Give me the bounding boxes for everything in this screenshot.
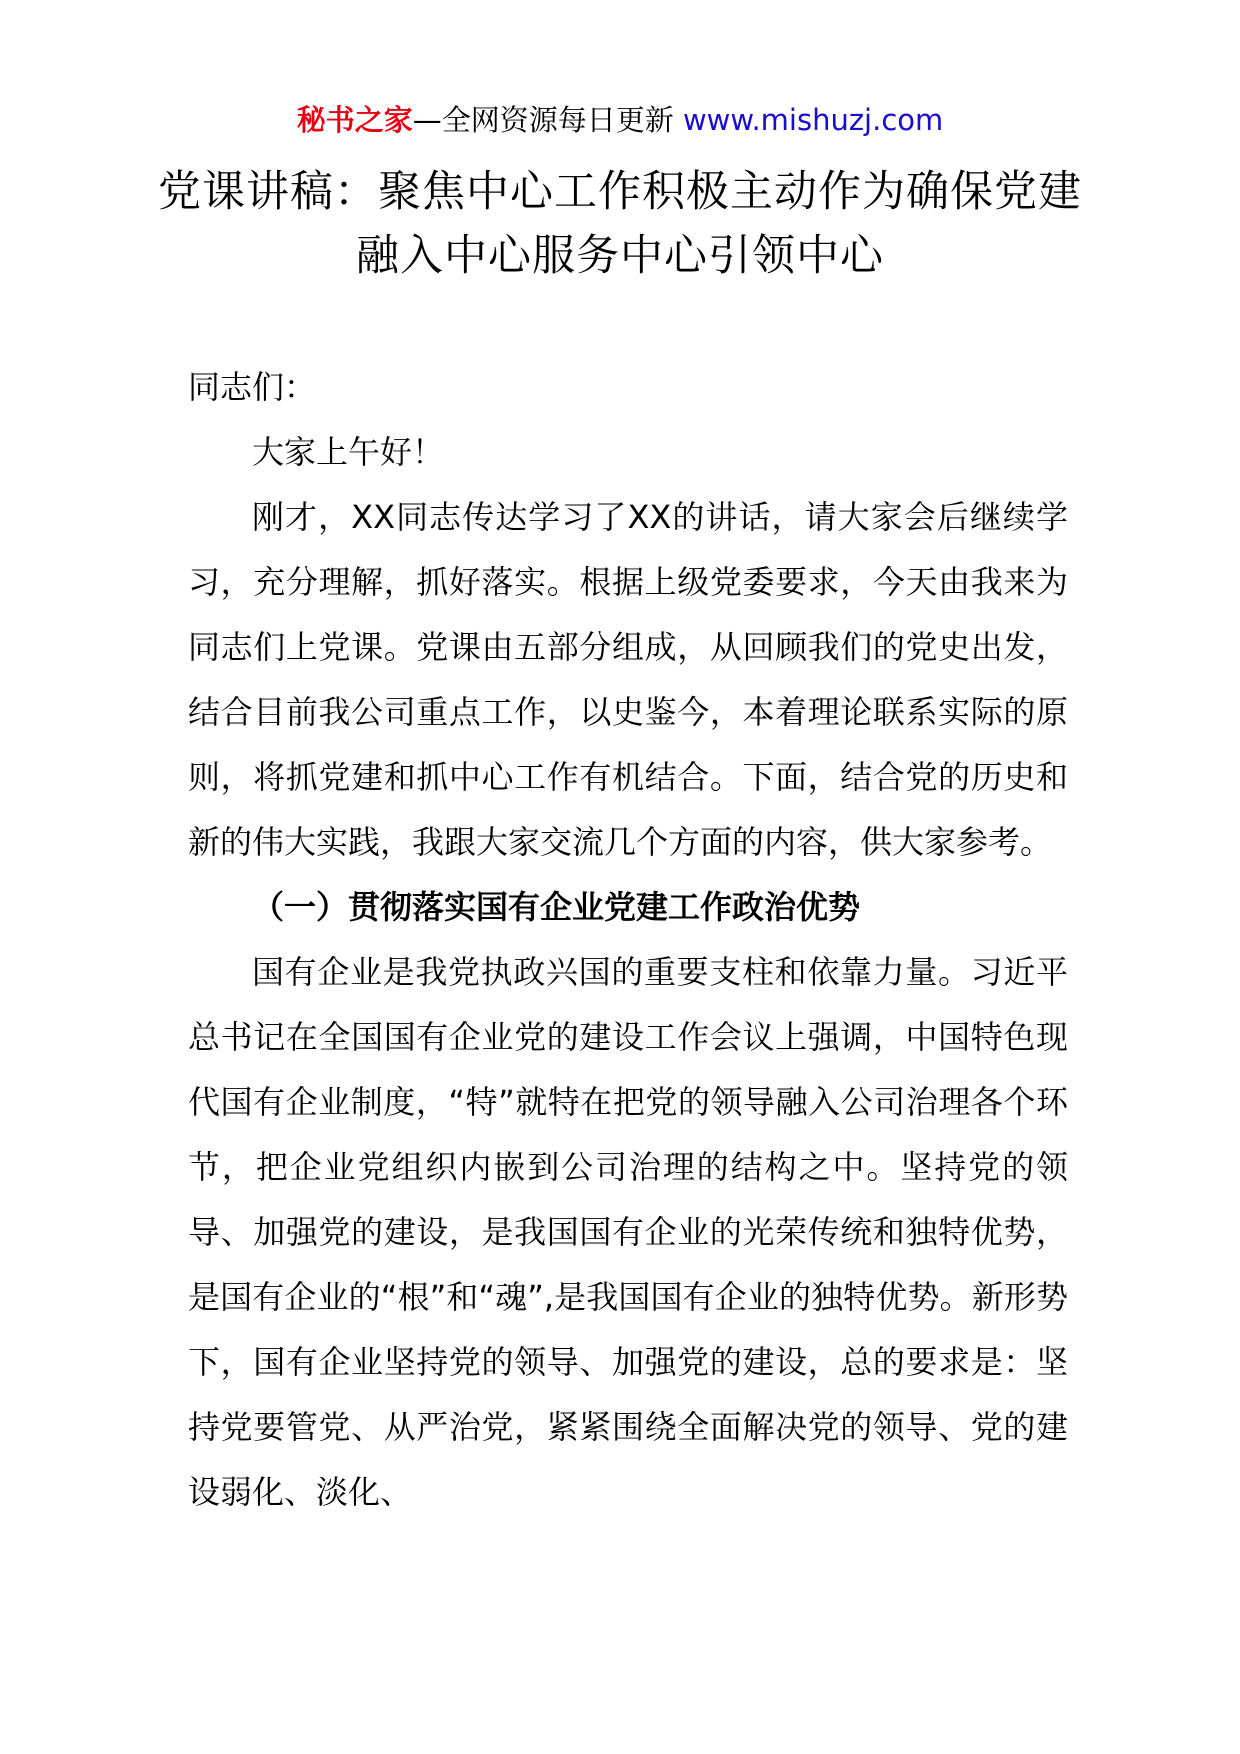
document-title: 党课讲稿：聚焦中心工作积极主动作为确保党建融入中心服务中心引领中心 [158, 167, 1082, 281]
paragraph-intro: 刚才，XX同志传达学习了XX的讲话，请大家会后继续学习，充分理解，抓好落实。根据上级党委要求，今天由我来为同志们上党课。党课由五部分组成，从回顾我们的党史出发，结合目前我公司重点工作，以史鉴今，本着理论联系实际的原则，将抓党建和抓中心工作有机结合。下面，结合党的历史和新的伟大实践，我跟大家交流几个方面的内容，供大家参考。 [188, 498, 1068, 861]
document-body [188, 355, 1068, 1525]
header-tagline: —全网资源每日更新 [412, 103, 674, 137]
brand-name: 秘书之家 [296, 103, 413, 137]
site-url-link[interactable]: www.mishuzj.com [682, 103, 944, 137]
section-heading: （一）贯彻落实国有企业党建工作政治优势 [252, 888, 861, 926]
section-paragraph: 国有企业是我党执政兴国的重要支柱和依靠力量。习近平总书记在全国国有企业党的建设工作会议上强调，中国特色现代国有企业制度，“特”就特在把党的领导融入公司治理各个环节，把企业党组织内嵌到公司治理的结构之中。坚持党的领导、加强党的建设，是我国国有企业的光荣传统和独特优势，是国有企业的“根”和“魂”,是我国国有企业的独特优势。新形势下，国有企业坚持党的领导、加强党的建设，总的要求是：坚持党要管党、从严治党，紧紧围绕全面解决党的领导、党的建设弱化、淡化、 [188, 953, 1068, 1511]
site-header [0, 100, 1240, 140]
paragraph-greeting: 大家上午好！ [252, 433, 445, 471]
salutation: 同志们： [188, 368, 317, 406]
